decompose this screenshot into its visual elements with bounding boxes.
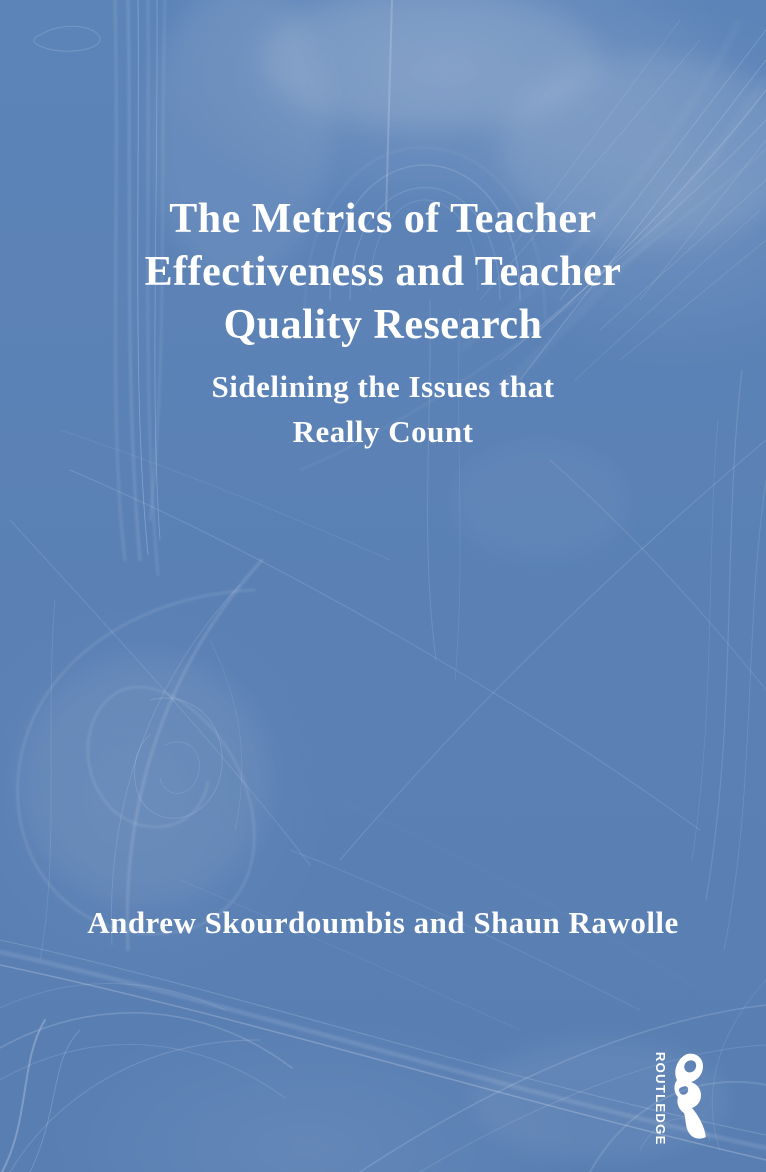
routledge-r-icon <box>670 1053 710 1139</box>
publisher-logo <box>653 1051 710 1146</box>
title-line: Quality Research <box>223 302 543 348</box>
book-title <box>0 193 766 352</box>
author-names: Andrew Skourdoumbis and Shaun Rawolle <box>87 905 679 940</box>
publisher-name-vertical: ROUTLEDGE <box>653 1051 667 1146</box>
book-subtitle <box>0 364 766 454</box>
subtitle-line: Really Count <box>292 414 474 449</box>
title-line: The Metrics of Teacher <box>169 196 597 242</box>
title-line: Effectiveness and Teacher <box>144 249 622 295</box>
subtitle-line: Sidelining the Issues that <box>211 369 555 404</box>
